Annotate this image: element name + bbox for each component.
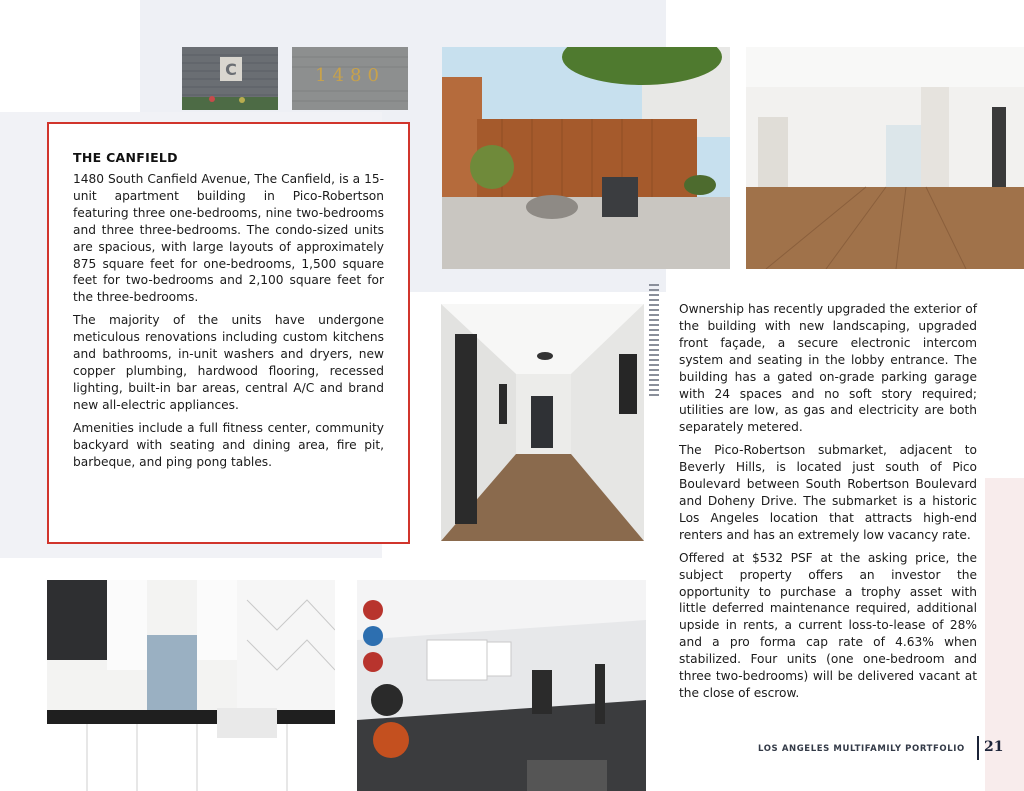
footer-label: LOS ANGELES MULTIFAMILY PORTFOLIO (758, 744, 965, 754)
body-paragraph: Offered at $532 PSF at the asking price, the subject property offers an investor the opportunity to purchase a trophy asset with little deferred maintenance required, additional upside in rents, a current loss-to-lease of 28% and a pro forma cap rate of 4.63% when stabilized. Four units (one one-bedroom and three two-bedrooms) will be delivered vacant at the close of escrow. (679, 550, 977, 700)
photo-fitness-center (357, 580, 646, 791)
body-paragraph: Ownership has recently upgraded the exterior of the building with new landscaping, upgraded front façade, a secure electronic intercom system and seating in the lobby entrance. The building has a gated on-grade parking garage with 24 spaces and no soft story required; utilities are low, as gas and electricity are both separately metered. (679, 302, 977, 435)
section-heading: THE CANFIELD (73, 150, 178, 165)
body-paragraph: 1480 South Canfield Avenue, The Canfield, is a 15-unit apartment building in Pico-Robertson featuring three one-bedrooms, nine two-bedrooms and three three-bedrooms. The condo-sized units are spacious, with large layouts of approximately 875 square feet for one-bedrooms, 1,500 square feet for two-bedrooms and 2,100 square feet for the three-bedrooms. (73, 172, 384, 305)
canfield-text-box (47, 122, 410, 544)
address-number: 1480 (315, 65, 385, 86)
decorative-tick-ruler (649, 284, 659, 399)
body-paragraph: The majority of the units have undergone meticulous renovations including custom kitchens and bathrooms, in-unit washers and dryers, new copper plumbing, hardwood flooring, recessed lighting, built-in bar areas, central A/C and brand new all-electric appliances. (73, 313, 384, 412)
right-text-column (679, 301, 977, 702)
photo-building-logo (182, 47, 278, 110)
photo-hallway (441, 304, 644, 541)
body-paragraph: Amenities include a full fitness center, community backyard with seating and dining area, fire pit, barbeque, and ping pong tables. (73, 420, 384, 469)
footer-divider (977, 736, 979, 760)
logo-letter: C (225, 60, 237, 79)
body-paragraph: The Pico-Robertson submarket, adjacent to Beverly Hills, is located just south of Pico Boulevard between South Robertson Boulevard and Doheny Drive. The submarket is a historic Los Angeles location that attracts high-end renters and has an extremely low vacancy rate. (679, 443, 977, 542)
photo-living-room (746, 47, 1024, 269)
photo-backyard (442, 47, 730, 269)
photo-address-number (292, 47, 408, 110)
photo-kitchen (47, 580, 335, 791)
page-number: 21 (984, 739, 1004, 755)
